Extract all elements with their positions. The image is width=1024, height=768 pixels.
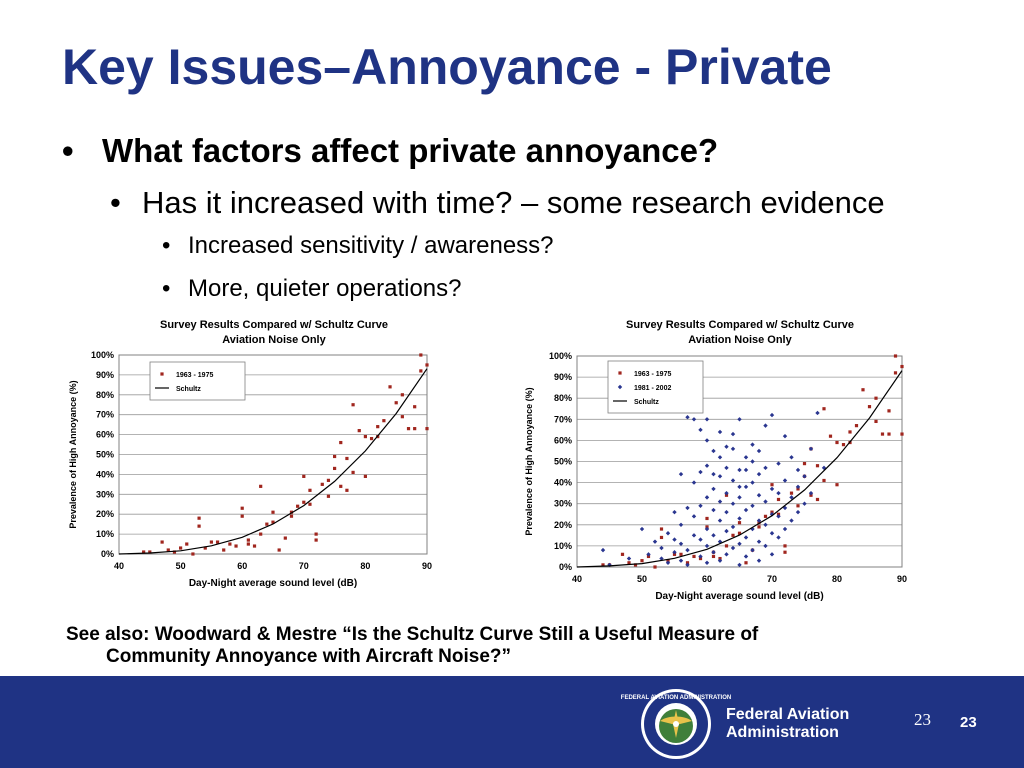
data-point-1963-1975: [339, 485, 342, 488]
bullet-level-2: [110, 185, 885, 221]
see-also-note: [66, 624, 966, 668]
data-point-1963-1975: [692, 555, 695, 558]
data-point-1963-1975: [842, 443, 845, 446]
data-point-1963-1975: [744, 561, 747, 564]
y-tick-label: 80%: [95, 389, 114, 400]
data-point-1981-2002: [750, 459, 754, 463]
data-point-1963-1975: [333, 455, 336, 458]
data-point-1981-2002: [685, 548, 689, 552]
data-point-1963-1975: [376, 425, 379, 428]
data-point-1981-2002: [763, 423, 767, 427]
data-point-1963-1975: [234, 544, 237, 547]
data-point-1963-1975: [816, 464, 819, 467]
data-point-1981-2002: [731, 525, 735, 529]
y-tick-label: 60%: [95, 429, 114, 440]
page-title: Key Issues–Annoyance - Private: [62, 39, 832, 95]
data-point-1981-2002: [692, 514, 696, 518]
svg-text:FEDERAL AVIATION ADMINISTRATIO: FEDERAL AVIATION ADMINISTRATION: [620, 695, 732, 701]
faa-seal-icon: [620, 688, 732, 760]
data-point-1963-1975: [835, 483, 838, 486]
data-point-1981-2002: [802, 502, 806, 506]
data-point-1981-2002: [666, 531, 670, 535]
data-point-1963-1975: [333, 467, 336, 470]
data-point-1963-1975: [757, 525, 760, 528]
data-point-1963-1975: [345, 457, 348, 460]
data-point-1963-1975: [327, 479, 330, 482]
data-point-1963-1975: [413, 405, 416, 408]
scatter-chart-right: [510, 310, 925, 610]
data-point-1981-2002: [770, 531, 774, 535]
data-point-1981-2002: [750, 442, 754, 446]
data-point-1963-1975: [419, 353, 422, 356]
chart-title: Survey Results Compared w/ Schultz Curve: [159, 319, 389, 331]
data-point-1963-1975: [278, 548, 281, 551]
data-point-1981-2002: [711, 472, 715, 476]
data-point-1981-2002: [789, 518, 793, 522]
data-point-1963-1975: [247, 538, 250, 541]
data-point-1963-1975: [271, 511, 274, 514]
y-tick-label: 80%: [553, 393, 572, 404]
bullet-level-1: [62, 132, 718, 170]
data-point-1963-1975: [874, 420, 877, 423]
footer-bar: [0, 676, 1024, 768]
data-point-1963-1975: [425, 427, 428, 430]
data-point-1963-1975: [868, 405, 871, 408]
bullet-marker: •: [162, 232, 171, 259]
data-point-1981-2002: [627, 556, 631, 560]
legend-label: 1963 - 1975: [176, 372, 214, 379]
data-point-1963-1975: [259, 485, 262, 488]
data-point-1981-2002: [718, 518, 722, 522]
data-point-1981-2002: [672, 510, 676, 514]
data-point-1963-1975: [351, 403, 354, 406]
legend-label: Schultz: [176, 386, 201, 393]
data-point-1963-1975: [241, 515, 244, 518]
x-tick-label: 50: [175, 561, 186, 571]
data-point-1981-2002: [783, 527, 787, 531]
data-point-1963-1975: [161, 540, 164, 543]
data-point-1963-1975: [302, 475, 305, 478]
data-point-1963-1975: [228, 542, 231, 545]
data-point-1963-1975: [308, 489, 311, 492]
chart-legend: [608, 361, 703, 413]
data-point-1981-2002: [744, 508, 748, 512]
data-point-1963-1975: [731, 534, 734, 537]
x-tick-label: 40: [113, 561, 125, 571]
data-point-1981-2002: [731, 447, 735, 451]
data-point-1963-1975: [738, 521, 741, 524]
data-point-1963-1975: [829, 435, 832, 438]
data-point-1981-2002: [763, 466, 767, 470]
data-point-1981-2002: [744, 485, 748, 489]
data-point-1963-1975: [712, 555, 715, 558]
y-tick-label: 10%: [553, 540, 572, 551]
data-point-1963-1975: [425, 363, 428, 366]
x-tick-label: 70: [298, 561, 309, 571]
data-point-1963-1975: [790, 492, 793, 495]
data-point-1981-2002: [776, 491, 780, 495]
data-point-1963-1975: [874, 397, 877, 400]
data-point-1963-1975: [259, 533, 262, 536]
data-point-1981-2002: [724, 552, 728, 556]
data-point-1981-2002: [757, 558, 761, 562]
bullet-marker: •: [110, 185, 121, 220]
data-point-1963-1975: [855, 424, 858, 427]
data-point-1981-2002: [679, 523, 683, 527]
data-point-1981-2002: [776, 535, 780, 539]
data-point-1981-2002: [711, 449, 715, 453]
data-point-1963-1975: [621, 553, 624, 556]
data-point-1981-2002: [705, 495, 709, 499]
y-tick-label: 70%: [553, 414, 572, 425]
data-point-1963-1975: [253, 544, 256, 547]
x-axis-title: Day-Night average sound level (dB): [188, 578, 358, 589]
data-point-1963-1975: [197, 525, 200, 528]
data-point-1963-1975: [315, 533, 318, 536]
data-point-1963-1975: [796, 504, 799, 507]
data-point-1981-2002: [731, 546, 735, 550]
data-point-1963-1975: [887, 409, 890, 412]
data-point-1981-2002: [640, 527, 644, 531]
data-point-1981-2002: [796, 510, 800, 514]
data-point-1981-2002: [718, 474, 722, 478]
data-point-1981-2002: [679, 558, 683, 562]
bullet-text: Has it increased with time? – some research evidence: [142, 185, 885, 220]
y-tick-label: 50%: [553, 456, 572, 467]
data-point-1963-1975: [764, 515, 767, 518]
data-point-1981-2002: [737, 468, 741, 472]
data-point-1963-1975: [191, 552, 194, 555]
data-point-1981-2002: [698, 428, 702, 432]
data-point-1981-2002: [757, 493, 761, 497]
data-point-1981-2002: [724, 466, 728, 470]
data-point-1963-1975: [351, 471, 354, 474]
data-point-1963-1975: [783, 551, 786, 554]
data-point-1963-1975: [419, 369, 422, 372]
data-point-1963-1975: [284, 536, 287, 539]
data-point-1981-2002: [685, 506, 689, 510]
data-point-1963-1975: [705, 517, 708, 520]
data-point-1963-1975: [401, 393, 404, 396]
data-point-1963-1975: [725, 544, 728, 547]
data-point-1981-2002: [731, 432, 735, 436]
data-point-1981-2002: [789, 455, 793, 459]
data-point-1981-2002: [783, 434, 787, 438]
data-point-1981-2002: [737, 485, 741, 489]
data-point-1981-2002: [705, 544, 709, 548]
data-point-1963-1975: [861, 388, 864, 391]
legend-label: 1981 - 2002: [634, 385, 672, 392]
data-point-1963-1975: [364, 435, 367, 438]
data-point-1981-2002: [705, 438, 709, 442]
data-point-1963-1975: [848, 430, 851, 433]
data-point-1963-1975: [179, 546, 182, 549]
data-point-1963-1975: [894, 371, 897, 374]
slide-number: 23: [960, 714, 977, 731]
data-point-1963-1975: [894, 354, 897, 357]
data-point-1981-2002: [692, 480, 696, 484]
data-point-1963-1975: [222, 548, 225, 551]
data-point-1981-2002: [698, 504, 702, 508]
data-point-1963-1975: [401, 415, 404, 418]
y-tick-label: 0%: [100, 549, 114, 559]
data-point-1963-1975: [822, 479, 825, 482]
legend-label: Schultz: [634, 399, 659, 406]
data-point-1981-2002: [718, 499, 722, 503]
data-point-1963-1975: [679, 553, 682, 556]
data-point-1981-2002: [750, 480, 754, 484]
data-point-1963-1975: [770, 483, 773, 486]
data-point-1963-1975: [803, 462, 806, 465]
data-point-1963-1975: [296, 505, 299, 508]
y-tick-label: 0%: [558, 562, 572, 572]
data-point-1963-1975: [413, 427, 416, 430]
data-point-1963-1975: [302, 501, 305, 504]
legend-swatch-square: [618, 371, 621, 374]
data-point-1981-2002: [744, 535, 748, 539]
data-point-1963-1975: [407, 427, 410, 430]
data-point-1981-2002: [705, 417, 709, 421]
data-point-1963-1975: [777, 498, 780, 501]
data-point-1963-1975: [660, 527, 663, 530]
data-point-1981-2002: [711, 533, 715, 537]
bullet-text: Increased sensitivity / awareness?: [188, 232, 554, 259]
y-tick-label: 70%: [95, 409, 114, 420]
x-tick-label: 80: [831, 574, 843, 584]
bullet-text: More, quieter operations?: [188, 275, 462, 302]
data-point-1963-1975: [290, 515, 293, 518]
data-point-1981-2002: [672, 537, 676, 541]
data-point-1981-2002: [731, 478, 735, 482]
bullet-text: What factors affect private annoyance?: [102, 132, 719, 169]
data-point-1981-2002: [776, 461, 780, 465]
bullet-marker: •: [162, 275, 171, 302]
y-axis-title: Prevalence of High Annoyance (%): [524, 387, 534, 536]
data-point-1981-2002: [763, 499, 767, 503]
data-point-1963-1975: [370, 437, 373, 440]
data-point-1981-2002: [737, 563, 741, 567]
legend-box: [150, 362, 245, 400]
data-point-1981-2002: [750, 504, 754, 508]
data-point-1981-2002: [718, 455, 722, 459]
y-tick-label: 90%: [95, 369, 114, 380]
x-tick-label: 50: [636, 574, 648, 584]
data-point-1981-2002: [698, 537, 702, 541]
x-tick-label: 60: [237, 561, 248, 571]
data-point-1981-2002: [679, 542, 683, 546]
data-point-1981-2002: [757, 449, 761, 453]
chart-title: Survey Results Compared w/ Schultz Curve: [625, 319, 855, 331]
data-point-1981-2002: [724, 510, 728, 514]
data-point-1963-1975: [247, 542, 250, 545]
data-point-1963-1975: [816, 498, 819, 501]
data-point-1981-2002: [698, 470, 702, 474]
data-point-1981-2002: [692, 417, 696, 421]
data-point-1981-2002: [763, 544, 767, 548]
y-tick-label: 20%: [95, 509, 114, 520]
y-tick-label: 60%: [553, 435, 572, 446]
data-point-1981-2002: [724, 529, 728, 533]
data-point-1981-2002: [737, 495, 741, 499]
data-point-1963-1975: [900, 365, 903, 368]
see-also-line-1: See also: Woodward & Mestre “Is the Schultz Curve Still a Useful Measure of: [66, 624, 759, 645]
y-tick-label: 50%: [95, 449, 114, 460]
data-point-1963-1975: [660, 536, 663, 539]
data-point-1963-1975: [327, 495, 330, 498]
data-point-1981-2002: [679, 472, 683, 476]
data-point-1981-2002: [718, 430, 722, 434]
data-point-1963-1975: [881, 432, 884, 435]
data-point-1963-1975: [241, 507, 244, 510]
data-point-1963-1975: [822, 407, 825, 410]
slide-number-small: 23: [914, 710, 931, 729]
data-point-1981-2002: [770, 487, 774, 491]
bullet-level-3: [162, 275, 462, 303]
y-tick-label: 90%: [553, 372, 572, 383]
data-point-1963-1975: [900, 432, 903, 435]
data-point-1963-1975: [887, 432, 890, 435]
data-point-1981-2002: [711, 487, 715, 491]
data-point-1963-1975: [783, 544, 786, 547]
data-point-1981-2002: [711, 508, 715, 512]
data-point-1981-2002: [601, 548, 605, 552]
scatter-chart-left: [62, 310, 462, 610]
data-point-1981-2002: [783, 478, 787, 482]
data-point-1963-1975: [364, 475, 367, 478]
x-tick-label: 90: [421, 561, 433, 571]
data-point-1981-2002: [705, 464, 709, 468]
data-point-1981-2002: [744, 455, 748, 459]
data-point-1981-2002: [770, 413, 774, 417]
legend-swatch-square: [160, 372, 163, 375]
y-tick-label: 10%: [95, 529, 114, 540]
bullet-marker: •: [62, 132, 74, 169]
data-point-1963-1975: [339, 441, 342, 444]
data-point-1963-1975: [185, 542, 188, 545]
x-tick-label: 80: [360, 561, 371, 571]
data-point-1981-2002: [744, 554, 748, 558]
y-tick-label: 30%: [553, 498, 572, 509]
data-point-1963-1975: [321, 483, 324, 486]
data-point-1963-1975: [315, 538, 318, 541]
bullet-level-3: [162, 232, 554, 260]
data-point-1981-2002: [757, 472, 761, 476]
data-point-1963-1975: [265, 523, 268, 526]
data-point-1981-2002: [692, 533, 696, 537]
agency-name-line-1: Federal Aviation: [726, 706, 850, 723]
legend-label: 1963 - 1975: [634, 371, 672, 378]
data-point-1981-2002: [724, 445, 728, 449]
see-also-line-2: Community Annoyance with Aircraft Noise?”: [106, 646, 512, 667]
data-point-1963-1975: [388, 385, 391, 388]
chart-legend: [150, 362, 245, 400]
data-point-1981-2002: [731, 502, 735, 506]
data-point-1963-1975: [640, 559, 643, 562]
data-point-1981-2002: [763, 523, 767, 527]
data-point-1981-2002: [737, 516, 741, 520]
data-point-1981-2002: [685, 415, 689, 419]
chart-subtitle: Aviation Noise Only: [222, 334, 326, 346]
data-point-1963-1975: [395, 401, 398, 404]
data-point-1981-2002: [737, 542, 741, 546]
data-point-1981-2002: [815, 411, 819, 415]
chart-subtitle: Aviation Noise Only: [688, 334, 792, 346]
data-point-1981-2002: [757, 539, 761, 543]
agency-name: [726, 706, 849, 742]
data-point-1963-1975: [345, 489, 348, 492]
data-point-1981-2002: [737, 417, 741, 421]
data-point-1963-1975: [197, 517, 200, 520]
data-point-1963-1975: [358, 429, 361, 432]
y-axis-title: Prevalence of High Annoyance (%): [68, 380, 78, 529]
data-point-1981-2002: [796, 468, 800, 472]
data-point-1963-1975: [210, 540, 213, 543]
y-tick-label: 40%: [553, 477, 572, 488]
agency-name-line-2: Administration: [726, 724, 839, 741]
x-tick-label: 70: [766, 574, 778, 584]
x-axis-title: Day-Night average sound level (dB): [655, 591, 824, 602]
x-tick-label: 90: [896, 574, 908, 584]
y-tick-label: 30%: [95, 489, 114, 500]
data-point-1981-2002: [653, 539, 657, 543]
data-point-1981-2002: [770, 552, 774, 556]
y-tick-label: 100%: [548, 351, 572, 361]
data-point-1981-2002: [744, 468, 748, 472]
data-point-1963-1975: [382, 419, 385, 422]
data-point-1963-1975: [308, 503, 311, 506]
data-point-1981-2002: [705, 561, 709, 565]
x-tick-label: 40: [571, 574, 583, 584]
data-point-1963-1975: [835, 441, 838, 444]
x-tick-label: 60: [701, 574, 713, 584]
y-tick-label: 100%: [90, 350, 114, 360]
data-point-1963-1975: [653, 565, 656, 568]
y-tick-label: 20%: [553, 519, 572, 530]
y-tick-label: 40%: [95, 469, 114, 480]
data-point-1981-2002: [659, 546, 663, 550]
